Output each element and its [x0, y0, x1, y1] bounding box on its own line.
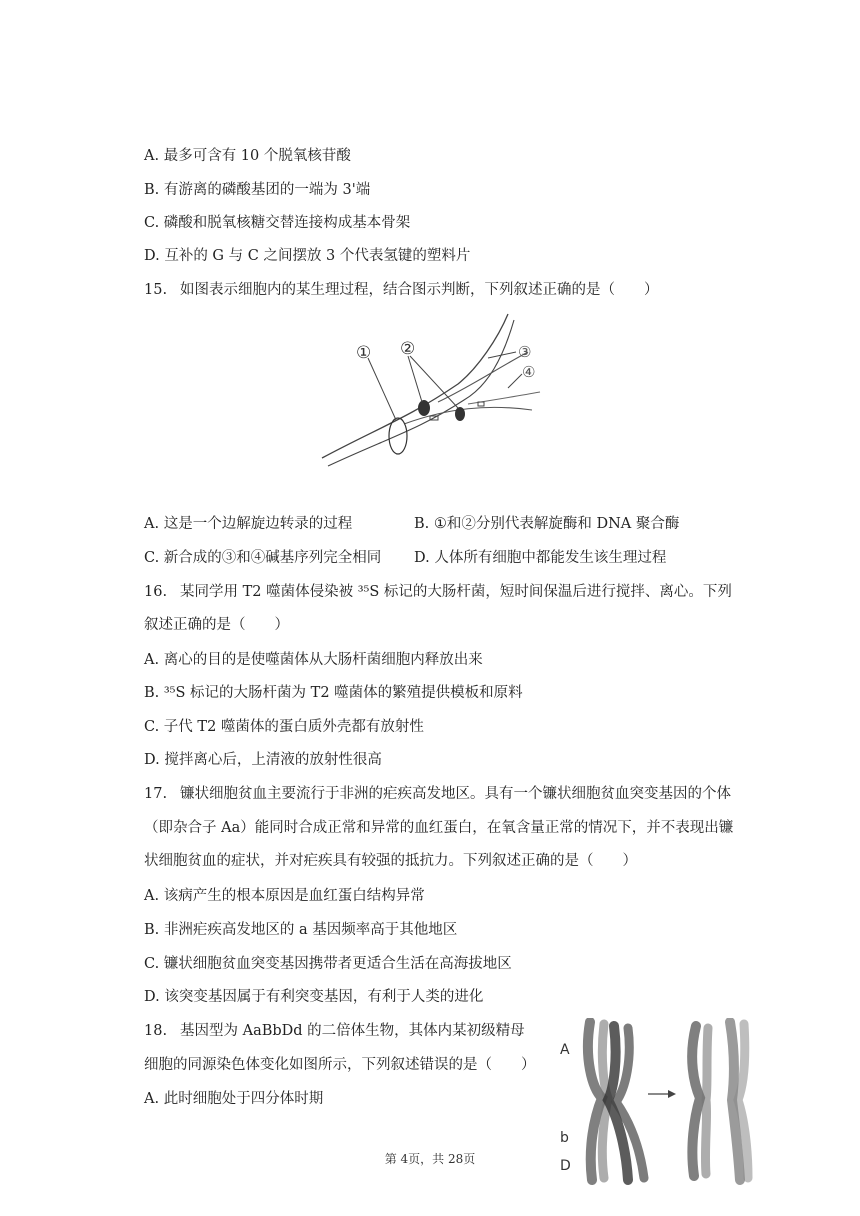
q17-stem-line-1 [144, 784, 731, 804]
q18-option-a: A. 此时细胞处于四分体时期 [144, 1091, 324, 1107]
fig-label-D: D [560, 1158, 571, 1174]
label-3: ③ [518, 343, 532, 361]
transcription-diagram [318, 308, 558, 473]
q17-number: 17. [144, 786, 168, 802]
q15-option-a: A. 这是一个边解旋边转录的过程 [144, 516, 353, 532]
q14-option-b: B. 有游离的磷酸基团的一端为 3'端 [144, 182, 371, 198]
q18-stem-2: 细胞的同源染色体变化如图所示，下列叙述错误的是（ ） [144, 1057, 536, 1073]
q14-option-c: C. 磷酸和脱氧核糖交替连接构成基本骨架 [144, 215, 411, 231]
q16-option-c: C. 子代 T2 噬菌体的蛋白质外壳都有放射性 [144, 719, 424, 735]
q17-option-d: D. 该突变基因属于有利突变基因，有利于人类的进化 [144, 989, 484, 1005]
q15-options-row-1 [144, 514, 680, 534]
q14-option-a: A. 最多可含有 10 个脱氧核苷酸 [144, 148, 351, 164]
q16-stem-2: 叙述正确的是（ ） [144, 617, 289, 633]
q15-options-row-2 [144, 548, 667, 568]
q15-stem: 如图表示细胞内的某生理过程，结合图示判断，下列叙述正确的是（ ） [180, 282, 659, 298]
q16-stem-line-1 [144, 582, 732, 602]
page-footer: 第 4页，共 28页 [384, 1152, 476, 1166]
fig-label-b: b [560, 1130, 569, 1146]
q18-number: 18. [144, 1023, 168, 1039]
q15-option-c: C. 新合成的③和④碱基序列完全相同 [144, 550, 382, 566]
q17-stem-3: 状细胞贫血的症状，并对疟疾具有较强的抵抗力。下列叙述正确的是（ ） [144, 853, 637, 869]
q18-stem-line-1 [144, 1021, 525, 1041]
q15-stem-line [144, 280, 659, 300]
fig-label-A: A [560, 1042, 570, 1058]
q17-option-b: B. 非洲疟疾高发地区的 a 基因频率高于其他地区 [144, 922, 458, 938]
q14-option-d: D. 互补的 G 与 C 之间摆放 3 个代表氢键的塑料片 [144, 248, 471, 264]
q15-option-b: B. ①和②分别代表解旋酶和 DNA 聚合酶 [414, 516, 680, 532]
q18-stem-1: 基因型为 AaBbDd 的二倍体生物，其体内某初级精母 [180, 1023, 525, 1039]
q15-number: 15. [144, 282, 168, 298]
q16-number: 16. [144, 584, 168, 600]
label-1: ① [356, 343, 372, 363]
label-2: ② [400, 339, 416, 359]
q15-option-d: D. 人体所有细胞中都能发生该生理过程 [414, 550, 667, 566]
q16-option-b: B. ³⁵S 标记的大肠杆菌为 T2 噬菌体的繁殖提供模板和原料 [144, 685, 523, 701]
q16-stem-1: 某同学用 T2 噬菌体侵染被 ³⁵S 标记的大肠杆菌，短时间保温后进行搅拌、离心。下列 [180, 584, 732, 600]
q17-option-c: C. 镰状细胞贫血突变基因携带者更适合生活在高海拔地区 [144, 956, 512, 972]
q17-stem-2: （即杂合子 Aa）能同时合成正常和异常的血红蛋白，在氧含量正常的情况下，并不表现出镰 [144, 820, 734, 836]
q16-option-a: A. 离心的目的是使噬菌体从大肠杆菌细胞内释放出来 [144, 652, 483, 668]
label-4: ④ [522, 363, 536, 381]
q17-stem-1: 镰状细胞贫血主要流行于非洲的疟疾高发地区。具有一个镰状细胞贫血突变基因的个体 [180, 786, 731, 802]
q16-option-d: D. 搅拌离心后，上清液的放射性很高 [144, 752, 382, 768]
q17-option-a: A. 该病产生的根本原因是血红蛋白结构异常 [144, 888, 425, 904]
